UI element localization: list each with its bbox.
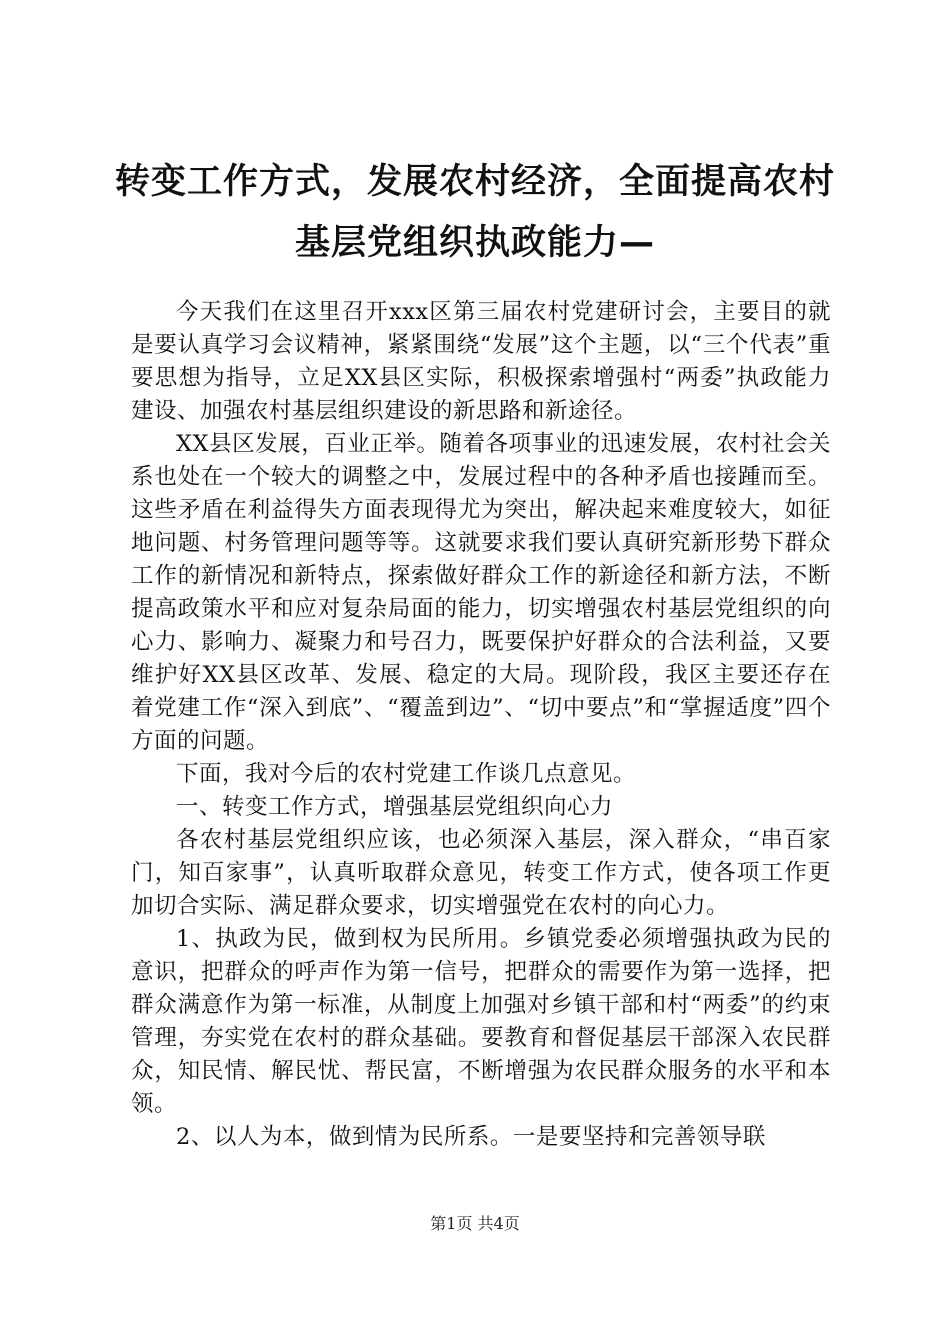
paragraph-situation: XX县区发展，百业正举。随着各项事业的迅速发展，农村社会关系也处在一个较大的调整之中，发展过程中的各种矛盾也接踵而至。这些矛盾在利益得失方面表现得尤为突出，解决起来难度较大，如征地问题、村务管理问题等等。这就要求我们要认真研究新形势下群众工作的新情况和新特点，探索做好群众工作的新途径和新方法，不断提高政策水平和应对复杂局面的能力，切实增强农村基层党组织的向心力、影响力、凝聚力和号召力，既要保护好群众的合法利益，又要维护好XX县区改革、发展、稳定的大局。现阶段，我区主要还存在着党建工作“深入到底”、“覆盖到边”、“切中要点”和“掌握适度”四个方面的问题。 — [131, 431, 831, 754]
paragraph-intro: 今天我们在这里召开xxx区第三届农村党建研讨会，主要目的就是要认真学习会议精神，紧紧围绕“发展”这个主题，以“三个代表”重要思想为指导，立足XX县区实际，积极探索增强村“两委”执政能力建设、加强农村基层组织建设的新思路和新途径。 — [131, 299, 831, 424]
page-footer — [0, 1214, 950, 1234]
page-total: 共4页 — [477, 1214, 520, 1233]
section-heading-1: 一、转变工作方式，增强基层党组织向心力 — [176, 794, 614, 820]
paragraph-transition: 下面，我对今后的农村党建工作谈几点意见。 — [176, 761, 637, 787]
paragraph-item-1: 1、执政为民，做到权为民所用。乡镇党委必须增强执政为民的意识，把群众的呼声作为第一信号，把群众的需要作为第一选择，把群众满意作为第一标准，从制度上加强对乡镇干部和村“两委”的约束管理，夯实党在农村的群众基础。要教育和督促基层干部深入农民群众，知民情、解民忧、帮民富，不断增强为农民群众服务的水平和本领。 — [131, 926, 831, 1117]
document-title-line-1: 转变工作方式，发展农村经济，全面提高农村 — [114, 162, 835, 202]
paragraph-item-2: 2、以人为本，做到情为民所系。一是要坚持和完善领导联 — [176, 1124, 766, 1150]
document-body — [131, 296, 831, 1154]
paragraph-section-1: 各农村基层党组织应该，也必须深入基层，深入群众，“串百家门，知百家事”，认真听取群众意见，转变工作方式，使各项工作更加切合实际、满足群众要求，切实增强党在农村的向心力。 — [131, 827, 831, 919]
page-number: 第1页 — [430, 1214, 473, 1233]
document-title-line-2: 基层党组织执政能力— — [294, 223, 655, 263]
